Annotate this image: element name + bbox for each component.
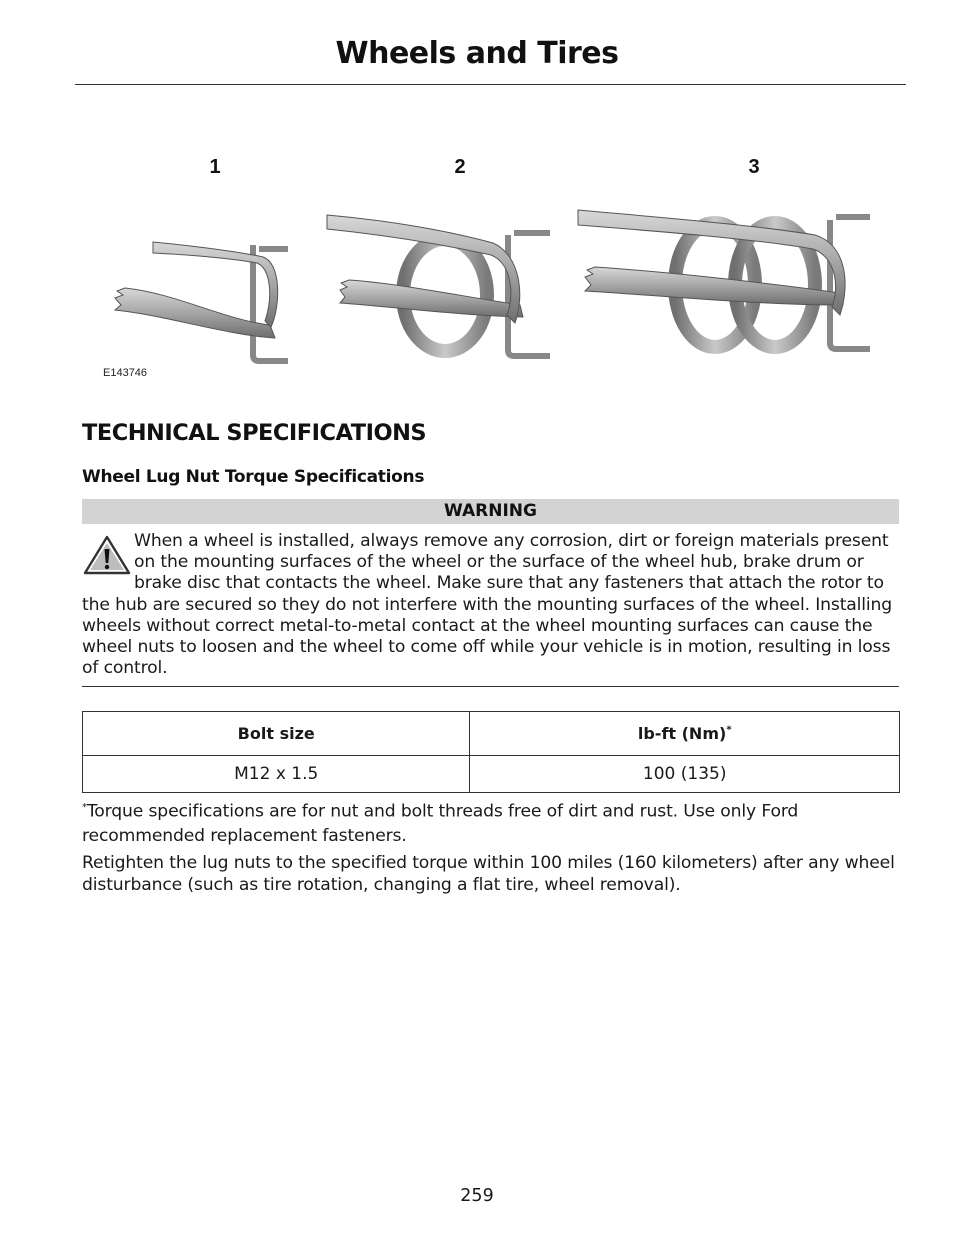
warning-text: When a wheel is installed, always remove any corrosion, dirt or foreign materials present on the mounting surfaces of the wheel or the surface of the wheel hub, brake drum or brake disc that contacts the wheel. Make sure that any fasteners that attach the rotor to the hub are secured so they do not interfere with the mounting surfaces of the wheel. Installing wheels without correct metal-to-metal contact at the wheel mounting surfaces can cause the wheel nuts to loosen and the wheel to come off while your vehicle is in motion, resulting in loss of control. [82, 531, 893, 679]
knot-step-1 [115, 242, 288, 361]
warning-divider [82, 686, 899, 687]
knot-illustration [95, 145, 885, 385]
warning-header: WARNING [82, 499, 899, 524]
column-header-torque: lb-ft (Nm)* [470, 712, 900, 756]
title-divider [75, 84, 906, 85]
icon-spacer [82, 531, 134, 591]
step-label-2: 2 [454, 156, 466, 178]
warning-text-block [82, 531, 900, 679]
column-header-bolt-size: Bolt size [83, 712, 470, 756]
page-number: 259 [460, 1186, 494, 1206]
subsection-heading: Wheel Lug Nut Torque Specifications [82, 467, 425, 487]
step-label-3: 3 [748, 156, 760, 178]
step-label-1: 1 [209, 156, 221, 178]
page-title: Wheels and Tires [335, 36, 619, 71]
footnote-marker: * [726, 724, 732, 736]
footnote-marker: * [82, 802, 87, 813]
table-footnote [82, 796, 902, 848]
table-row [83, 756, 900, 793]
table-cell-bolt-size: M12 x 1.5 [83, 756, 470, 793]
table-header-row [83, 712, 900, 756]
knot-step-3 [578, 210, 870, 349]
table-cell-torque: 100 (135) [470, 756, 900, 793]
figure-image-id: E143746 [103, 367, 148, 379]
section-heading: TECHNICAL SPECIFICATIONS [82, 420, 427, 446]
footnote-text: Torque specifications are for nut and bolt threads free of dirt and rust. Use only Ford recommended replacement fasteners. [82, 801, 799, 846]
knot-step-2 [327, 215, 550, 356]
retighten-paragraph: Retighten the lug nuts to the specified torque within 100 miles (160 kilometers) after any wheel disturbance (such as tire rotation, changing a flat tire, wheel removal). [82, 853, 895, 895]
torque-spec-table [82, 711, 900, 793]
